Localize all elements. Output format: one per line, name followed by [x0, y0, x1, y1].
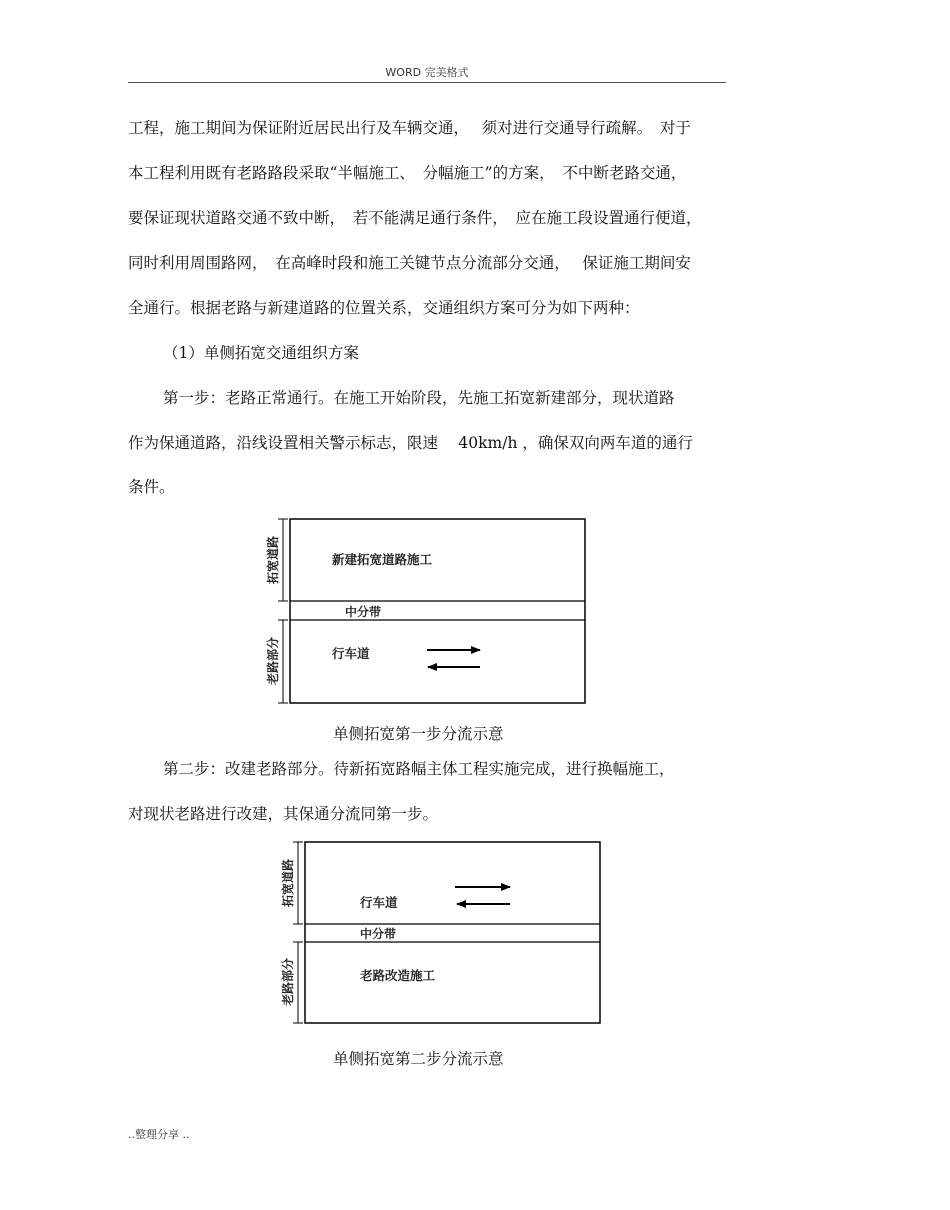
diagram1-caption: 单侧拓宽第一步分流示意 [333, 725, 504, 743]
body-line-4: 同时利用周围路网， 在高峰时段和施工关键节点分流部分交通， 保证施工期间安 [128, 254, 691, 272]
road-outline [290, 519, 585, 703]
top-area-label: 新建拓宽道路施工 [332, 552, 433, 567]
body-line-5: 全通行。根据老路与新建道路的位置关系，交通组织方案可分为如下两种： [128, 299, 640, 317]
step2-line-2: 对现状老路进行改建，其保通分流同第一步。 [128, 805, 439, 823]
step1-line-2: 作为保通道路，沿线设置相关警示标志，限速 40km/h ，确保双向两车道的通行 [128, 434, 693, 452]
top-area-label: 行车道 [360, 895, 398, 910]
diagram-step2 [265, 835, 610, 1035]
diagram-step1 [250, 510, 595, 710]
step1-line-1: 第一步：老路正常通行。在施工开始阶段，先施工拓宽新建部分，现状道路 [163, 389, 675, 407]
side-label-widen: 拓宽道路 [281, 858, 295, 908]
section-heading: （1）单侧拓宽交通组织方案 [163, 344, 359, 362]
body-line-1: 工程，施工期间为保证附近居民出行及车辆交通， 须对进行交通导行疏解。 对于 [128, 119, 691, 137]
side-label-old-road: 老路部分 [281, 957, 295, 1007]
step2-line-1: 第二步：改建老路部分。待新拓宽路幅主体工程实施完成，进行换幅施工， [163, 760, 675, 778]
header-divider [128, 82, 726, 83]
road-outline [305, 842, 600, 1023]
body-line-2: 本工程利用既有老路路段采取“半幅施工、 分幅施工”的方案， 不中断老路交通， [128, 164, 687, 182]
bottom-area-label: 行车道 [332, 646, 370, 661]
side-label-widen: 拓宽道路 [266, 535, 280, 585]
step1-line-3: 条件。 [128, 478, 175, 496]
page-header: WORD 完美格式 [385, 66, 469, 79]
diagram-step2-svg [265, 835, 610, 1035]
page-footer: ..整理分享 .. [128, 1128, 190, 1141]
body-line-3: 要保证现状道路交通不致中断， 若不能满足通行条件， 应在施工段设置通行便道， [128, 209, 702, 227]
side-label-old-road: 老路部分 [266, 636, 280, 686]
diagram-step1-svg [250, 510, 595, 710]
median-label: 中分带 [360, 927, 397, 941]
diagram2-caption: 单侧拓宽第二步分流示意 [333, 1050, 504, 1068]
bottom-area-label: 老路改造施工 [360, 968, 436, 983]
median-label: 中分带 [345, 605, 382, 619]
